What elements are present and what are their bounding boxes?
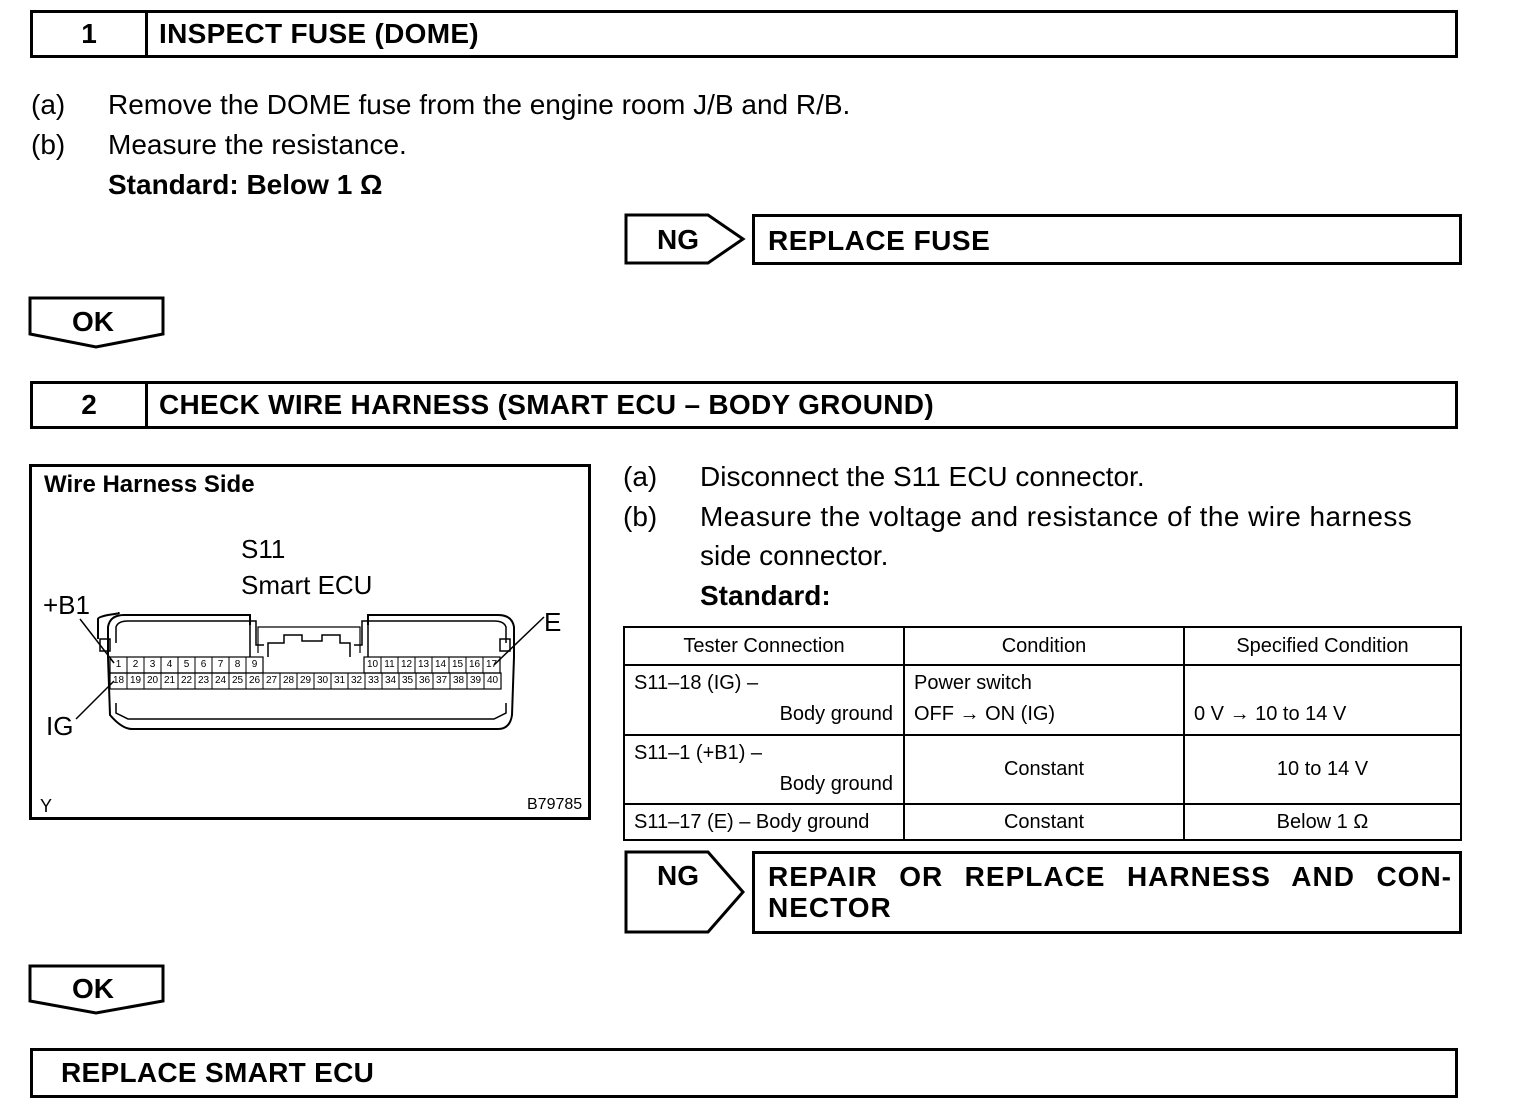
pin-number: 28 [282,675,295,686]
table-cell [1184,665,1461,735]
pin-number: 21 [163,675,176,686]
table-cell: Constant [904,804,1184,840]
ng-action-line: NECTOR [768,892,892,923]
item-text: Remove the DOME fuse from the engine room J/B and R/B. [108,89,851,120]
cell-text: Body ground [779,703,893,725]
table-row [624,665,1461,735]
pin-number: 4 [166,659,173,670]
final-action: REPLACE SMART ECU [61,1057,375,1088]
connector-outline [32,467,588,817]
item-marker: (a) [623,461,658,492]
ng-label: NG [657,860,699,891]
figure-id: B79785 [527,796,583,813]
pin-number: 3 [149,659,156,670]
cell-text: 0 V → 10 to 14 V [1194,703,1347,725]
pin-number: 16 [468,659,481,670]
pin-number: 18 [112,675,125,686]
pin-number: 6 [200,659,207,670]
item-text: Disconnect the S11 ECU connector. [700,461,1145,492]
pin-number: 30 [316,675,329,686]
pin-number: 38 [452,675,465,686]
step-number: 1 [33,13,148,55]
pin-number: 36 [418,675,431,686]
cell-text: S11–18 (IG) – [634,672,759,694]
pin-number: 37 [435,675,448,686]
pin-number: 33 [367,675,380,686]
item-text-continued: side connector. [700,540,889,571]
pin-number: 17 [485,659,498,670]
pin-number: 12 [400,659,413,670]
table-cell: Constant [904,735,1184,804]
ok-label: OK [72,306,114,337]
pin-number: 24 [214,675,227,686]
item-text: Measure the resistance. [108,129,407,160]
cell-text: S11–1 (+B1) – [634,742,763,764]
item-marker: (b) [31,129,66,160]
column-header: Tester Connection [624,627,904,665]
ng-action-line: REPAIR OR REPLACE HARNESS AND CON- [768,861,1452,892]
pin-number: 39 [469,675,482,686]
table-row [624,735,1461,804]
step-2-header [30,381,1458,429]
pin-number: 25 [231,675,244,686]
step-number: 2 [33,384,148,426]
ng-action: REPLACE FUSE [768,225,991,256]
pin-number: 15 [451,659,464,670]
pin-number: 20 [146,675,159,686]
table-cell [624,665,904,735]
item-marker: (b) [623,501,658,532]
ng-result-box [752,214,1462,265]
pin-number: 29 [299,675,312,686]
ng-result-box [752,851,1462,934]
connector-diagram [29,464,591,820]
pin-number: 10 [366,659,379,670]
connector-id: S11 [241,534,286,564]
step-title: CHECK WIRE HARNESS (SMART ECU – BODY GROUND) [159,389,934,420]
table-cell [624,735,904,804]
cell-text: OFF → ON (IG) [914,703,1056,725]
step-title: INSPECT FUSE (DOME) [159,18,479,49]
pin-number: 1 [115,659,122,670]
pin-number: 31 [333,675,346,686]
column-header: Condition [904,627,1184,665]
table-cell: S11–17 (E) – Body ground [624,804,904,840]
pin-number: 26 [248,675,261,686]
pin-number: 13 [417,659,430,670]
pin-label-ig: IG [46,711,74,741]
pin-number: 27 [265,675,278,686]
table-cell [904,665,1184,735]
final-action-box [30,1048,1458,1098]
standard-text: Standard: Below 1 Ω [108,169,383,200]
item-marker: (a) [31,89,66,120]
pin-label-b1: +B1 [43,590,90,620]
pin-number: 14 [434,659,447,670]
pin-number: 7 [217,659,224,670]
pin-number: 9 [251,659,258,670]
table-row [624,804,1461,840]
pin-number: 32 [350,675,363,686]
standard-heading: Standard: [700,580,831,611]
connector-name: Smart ECU [241,570,373,600]
pin-label-e: E [544,607,562,637]
table-cell: Below 1 Ω [1184,804,1461,840]
diagram-heading: Wire Harness Side [44,471,255,498]
pin-number: 19 [129,675,142,686]
pin-number: 2 [132,659,139,670]
step-1-header [30,10,1458,58]
pin-number: 5 [183,659,190,670]
pin-number: 23 [197,675,210,686]
pin-number: 8 [234,659,241,670]
pin-number: 11 [384,659,395,670]
item-text: Measure the voltage and resistance of the wire harness [700,501,1413,532]
color-code: Y [40,796,53,816]
cell-text: Body ground [779,773,893,795]
cell-text: Power switch [914,672,1032,694]
pin-number: 40 [486,675,499,686]
pin-number: 34 [384,675,397,686]
spec-table [623,626,1462,841]
ng-label: NG [657,224,699,255]
pin-number: 35 [401,675,414,686]
column-header: Specified Condition [1184,627,1461,665]
pin-number: 22 [180,675,193,686]
table-header-row [624,627,1461,665]
table-cell: 10 to 14 V [1184,735,1461,804]
ok-label: OK [72,973,114,1004]
